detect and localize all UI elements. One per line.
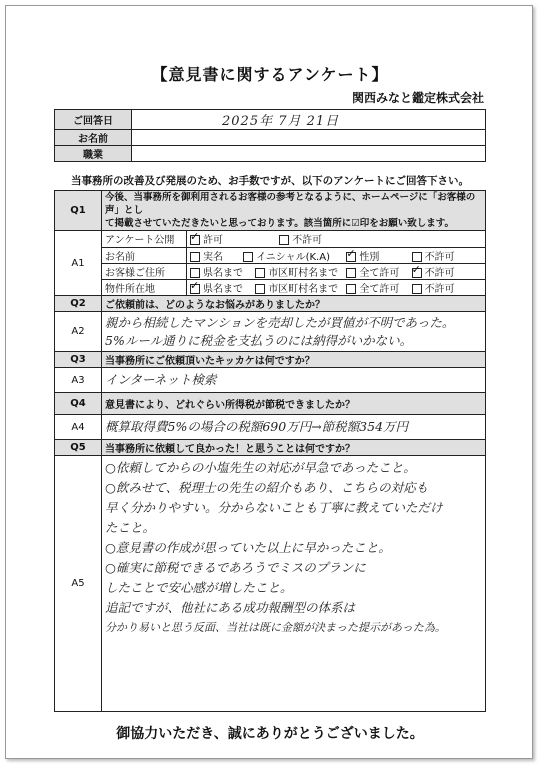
a1-options <box>102 231 486 296</box>
q1-text-line2: て掲載させていただきたいと思っております。該当箇所に☑印をお願い致します。 <box>105 218 454 229</box>
answer-date-label: ご回答日 <box>55 110 132 130</box>
option-label: 市区町村名まで <box>268 283 339 295</box>
a5-line: したことで安心感が増したこと。 <box>105 580 293 595</box>
a1-number: A1 <box>55 231 102 296</box>
option-label: 不許可 <box>424 267 455 279</box>
company-name: 関西みなと鑑定株式会社 <box>351 91 484 105</box>
a1-row-options <box>187 263 486 279</box>
a1-row-label: アンケート公開 <box>102 231 187 247</box>
checkbox[interactable] <box>255 268 265 278</box>
q2-text: ご依頼前は、どのようなお悩みがありましたか？ <box>102 296 486 312</box>
a5-number: A5 <box>55 456 102 712</box>
option-label: 県名まで <box>203 283 243 295</box>
q1-number: Q1 <box>55 191 102 231</box>
checkbox[interactable] <box>346 268 356 278</box>
option-label: 県名まで <box>203 267 243 279</box>
questionnaire-table <box>54 190 486 712</box>
checkbox[interactable] <box>346 252 356 262</box>
q4-number: Q4 <box>55 393 102 415</box>
a5-line: たこと。 <box>105 520 156 535</box>
option-label: 不許可 <box>292 235 323 247</box>
name-label: お名前 <box>55 130 132 146</box>
checkbox[interactable] <box>190 284 200 294</box>
checkbox[interactable] <box>279 235 289 245</box>
q5-text: 当事務所に依頼して良かった！と思うことは何ですか？ <box>102 440 486 456</box>
q4-text: 意見書により、どれぐらい所得税が節税できましたか？ <box>102 393 486 415</box>
checkbox[interactable] <box>412 268 422 278</box>
page-title: 【意見書に関するアンケート】 <box>151 65 389 84</box>
a2-answer-line1: 親から相続したマンションを売却したが買値が不明であった。 <box>105 314 455 330</box>
a3-number: A3 <box>55 368 102 393</box>
a5-line: ○飲みせて、税理士の先生の紹介もあり、こちらの対応も <box>105 480 429 495</box>
a2-number: A2 <box>55 312 102 352</box>
a1-row-options <box>187 279 486 295</box>
respondent-table <box>54 109 486 162</box>
a1-options-grid <box>102 231 485 295</box>
option-label: 全て許可 <box>359 267 400 279</box>
a1-row-options <box>187 231 486 247</box>
q1-text <box>102 191 486 231</box>
a5-line: 早く分かりやすい。分からないことも丁寧に教えていただけ <box>105 500 443 515</box>
a1-row-label: お名前 <box>102 247 187 263</box>
q5-number: Q5 <box>55 440 102 456</box>
q3-number: Q3 <box>55 352 102 368</box>
option-label: 全て許可 <box>359 283 400 295</box>
intro-text: 当事務所の改善及び発展のため、お手数ですが、以下のアンケートにご回答下さい。 <box>71 175 469 187</box>
a5-line: ○依頼してからの小塩先生の対応が早急であったこと。 <box>105 460 416 475</box>
a1-row-label: 物件所在地 <box>102 279 187 295</box>
job-value[interactable] <box>132 146 486 162</box>
name-value[interactable] <box>132 130 486 146</box>
checkbox[interactable] <box>255 284 265 294</box>
a3-answer[interactable]: インターネット検索 <box>102 368 486 393</box>
option-label: 許可 <box>203 235 223 247</box>
a4-answer[interactable]: 概算取得費5%の場合の税額690万円→節税額354万円 <box>102 415 486 440</box>
option-label: 市区町村名まで <box>268 267 339 279</box>
a1-row-options <box>187 247 486 263</box>
a4-number: A4 <box>55 415 102 440</box>
a5-line: ○意見書の作成が思っていた以上に早かったこと。 <box>105 540 391 555</box>
option-label: 不許可 <box>424 251 455 263</box>
q3-text: 当事務所にご依頼頂いたキッカケは何ですか？ <box>102 352 486 368</box>
checkbox[interactable] <box>190 235 200 245</box>
a5-line: 追記ですが、他社にある成功報酬型の体系は <box>105 600 356 615</box>
q1-text-line1: 今後、当事務所を御利用されるお客様の参考となるように、ホームページに「お客様の声」とし <box>105 192 476 216</box>
checkbox[interactable] <box>412 252 422 262</box>
thank-you-footer: 御協力いただき、誠にありがとうございました。 <box>116 726 424 742</box>
option-label: 性別 <box>359 251 380 263</box>
answer-date-value[interactable]: 2025年 7月 21日 <box>132 110 486 130</box>
option-label: 不許可 <box>424 283 455 295</box>
q2-number: Q2 <box>55 296 102 312</box>
option-label: 実名 <box>203 251 223 263</box>
a2-answer-line2: 5%ルール通りに税金を支払うのには納得がいかない。 <box>105 332 413 348</box>
job-label: 職業 <box>55 146 132 162</box>
a1-row-label: お客様ご住所 <box>102 263 187 279</box>
a5-line: 分かり易いと思う反面、当社は既に金額が決まった提示があった為。 <box>105 621 446 634</box>
checkbox[interactable] <box>190 268 200 278</box>
checkbox[interactable] <box>190 252 200 262</box>
a5-line: ○確実に節税できるであろうでミスのプランに <box>105 560 366 575</box>
a2-answer[interactable] <box>102 312 486 352</box>
checkbox[interactable] <box>346 284 356 294</box>
checkbox[interactable] <box>243 252 253 262</box>
checkbox[interactable] <box>412 284 422 294</box>
a5-answer[interactable] <box>102 456 486 712</box>
option-label: イニシャル(K.A) <box>256 251 330 263</box>
